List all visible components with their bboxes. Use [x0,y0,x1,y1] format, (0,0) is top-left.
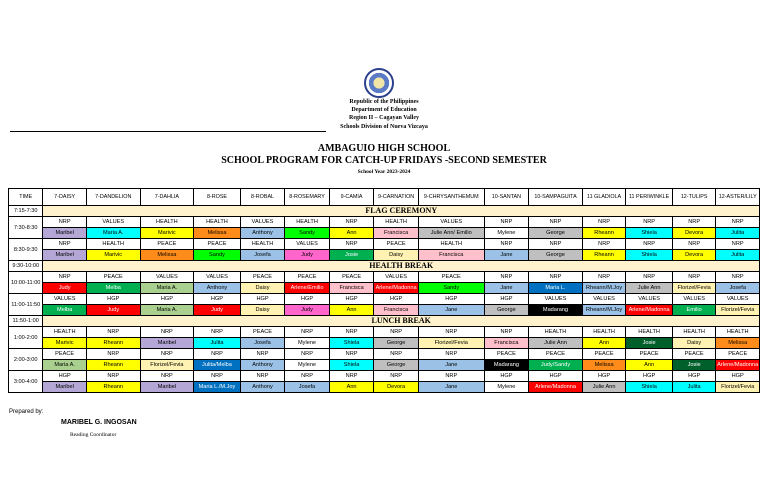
subject-cell: HGP [484,294,529,305]
section-header: 9-CHRYSANTHEMUM [418,189,484,206]
teacher-cell: Melissa [140,250,194,261]
subject-cell: NRP [329,239,374,250]
teacher-cell: Francisca [484,338,529,349]
section-header: 10-SAMPAGUITA [529,189,583,206]
teacher-cell: Ann [582,338,626,349]
teacher-cell: Julie Ann [529,338,583,349]
subject-cell: VALUES [529,294,583,305]
teacher-cell: Julita [672,382,716,393]
teacher-cell: Florizel/Fevia [672,283,716,294]
teacher-cell: Maribel [43,228,87,239]
subject-cell: NRP [418,371,484,382]
teacher-cell: Maria A. [140,305,194,316]
teacher-cell: Francisca [418,250,484,261]
teacher-cell: Melba [43,305,87,316]
subject-cell: HGP [418,294,484,305]
prepared-by-label: Prepared by: [9,409,44,415]
teacher-cell: Rheann/M.Joy [582,305,626,316]
section-header: 9-CAMIA [329,189,374,206]
teacher-cell: Florizel/Fevia [140,360,194,371]
header-line-2: Department of Education [351,107,417,113]
section-header: 7-DAHLIA [140,189,194,206]
break-label: HEALTH BREAK [43,261,760,272]
subject-cell: PEACE [529,349,583,360]
teacher-cell: George [484,305,529,316]
subject-cell: NRP [529,217,583,228]
teacher-cell: Melba [86,283,140,294]
teacher-cell: Ann [329,305,374,316]
header-line-1: Republic of the Philippines [349,99,419,105]
deped-seal [364,68,394,98]
teacher-cell: Anthony [240,382,285,393]
subject-cell: NRP [374,327,419,338]
school-name: AMBAGUIO HIGH SCHOOL [317,143,451,154]
teacher-cell: Emilio [672,305,716,316]
teacher-cell: Shiela [329,360,374,371]
subject-cell: HEALTH [285,217,330,228]
signatory-name: MARIBEL G. INGOSAN [61,419,137,426]
subject-row [9,272,760,283]
subject-cell: HGP [484,371,529,382]
subject-cell: NRP [329,371,374,382]
subject-cell: VALUES [582,294,626,305]
header-row [9,189,760,206]
teacher-cell: Maria A. [43,360,87,371]
teacher-row [9,382,760,393]
subject-cell: PEACE [285,272,330,283]
teacher-cell: Jane [418,382,484,393]
section-header: 8-ROBAL [240,189,285,206]
time-column-header: TIME [9,189,43,206]
subject-cell: NRP [626,217,673,228]
header-rule [10,131,326,132]
teacher-cell: Shiela [626,250,673,261]
subject-cell: NRP [86,349,140,360]
subject-cell: PEACE [240,327,285,338]
subject-cell: HEALTH [140,217,194,228]
subject-cell: PEACE [626,349,673,360]
teacher-cell: Florizel/Fevia [716,382,760,393]
teacher-cell: Francisca [329,283,374,294]
teacher-cell: Arlene/Emilio [285,283,330,294]
teacher-cell: Maria A. [140,283,194,294]
teacher-cell: Maribel [140,338,194,349]
subject-cell: VALUES [86,217,140,228]
subject-cell: HGP [240,294,285,305]
school-year: School Year 2023-2024 [357,169,411,175]
teacher-cell: Julie Ann [626,283,673,294]
time-cell: 7:30-8:30 [9,217,43,239]
teacher-cell: Jane [484,250,529,261]
teacher-cell: Judy [86,305,140,316]
subject-cell: NRP [484,217,529,228]
teacher-cell: Anthony [194,283,241,294]
teacher-cell: Marivic [140,228,194,239]
teacher-cell: Judy [43,283,87,294]
teacher-cell: Maribel [43,250,87,261]
time-cell: 7:15-7:30 [9,206,43,217]
program-title: SCHOOL PROGRAM FOR CATCH-UP FRIDAYS -SECOND SEMESTER [221,155,547,166]
subject-row [9,371,760,382]
teacher-cell: Marivic [86,250,140,261]
subject-cell: NRP [285,349,330,360]
subject-cell: PEACE [484,349,529,360]
teacher-cell: Sandy [285,228,330,239]
teacher-cell: Josie [329,250,374,261]
subject-cell: HGP [529,371,583,382]
teacher-cell: George [529,228,583,239]
subject-cell: VALUES [285,239,330,250]
teacher-cell: Julie Ann/ Emilio [418,228,484,239]
teacher-cell: Madarang [529,305,583,316]
subject-cell: NRP [484,327,529,338]
teacher-cell: Shiela [626,382,673,393]
signatory-role: Reading Coordinator [70,432,117,438]
time-cell: 3:00-4:00 [9,371,43,393]
subject-cell: NRP [43,239,87,250]
subject-cell: PEACE [672,349,716,360]
break-label: FLAG CEREMONY [43,206,760,217]
subject-cell: VALUES [716,294,760,305]
subject-cell: NRP [285,371,330,382]
section-header: 12-ASTER/LILY [716,189,760,206]
teacher-cell: Melissa [582,360,626,371]
subject-cell: NRP [329,349,374,360]
teacher-cell: Jane [418,305,484,316]
teacher-cell: Arlene/Madonna [374,283,419,294]
subject-cell: HEALTH [626,327,673,338]
subject-cell: HGP [194,294,241,305]
time-cell: 11:50-1:00 [9,316,43,327]
teacher-cell: Mylene [285,360,330,371]
subject-cell: VALUES [418,217,484,228]
teacher-cell: Jane [484,283,529,294]
teacher-cell: Devora [672,250,716,261]
subject-cell: NRP [672,217,716,228]
subject-cell: NRP [140,371,194,382]
teacher-cell: Julita [716,228,760,239]
subject-cell: HGP [140,294,194,305]
teacher-cell: Anthony [240,228,285,239]
teacher-cell: Judy [285,250,330,261]
teacher-cell: Mylene [484,228,529,239]
teacher-cell: Rheann [86,382,140,393]
teacher-cell: George [374,338,419,349]
teacher-cell: Maria L./M.Joy [194,382,241,393]
teacher-cell: Rheann [86,360,140,371]
teacher-cell: Josefa [240,250,285,261]
subject-cell: HGP [86,294,140,305]
header-line-4: Schools Division of Nueva Vizcaya [340,124,428,130]
subject-cell: HEALTH [418,239,484,250]
teacher-cell: Ann [329,382,374,393]
subject-cell: HEALTH [194,217,241,228]
subject-cell: NRP [194,349,241,360]
time-cell: 1:00-2:00 [9,327,43,349]
subject-row [9,349,760,360]
time-cell: 2:00-3:00 [9,349,43,371]
subject-row [9,239,760,250]
subject-cell: VALUES [43,294,87,305]
subject-cell: VALUES [672,294,716,305]
subject-cell: NRP [529,272,583,283]
teacher-cell: Mylene [285,338,330,349]
subject-cell: NRP [329,217,374,228]
time-cell: 11:00-11:50 [9,294,43,316]
teacher-cell: Arlene/Madonna [529,382,583,393]
subject-cell: NRP [86,371,140,382]
teacher-cell: Rheann/M.Joy [582,283,626,294]
section-header: 7-DANDELION [86,189,140,206]
subject-cell: NRP [240,371,285,382]
teacher-row [9,250,760,261]
subject-cell: PEACE [86,272,140,283]
subject-cell: NRP [86,327,140,338]
teacher-cell: George [529,250,583,261]
section-header: 7-DAISY [43,189,87,206]
subject-cell: NRP [418,349,484,360]
subject-cell: HEALTH [43,327,87,338]
subject-cell: HEALTH [716,327,760,338]
teacher-cell: Sandy [418,283,484,294]
teacher-cell: Judy [194,305,241,316]
teacher-cell: Florizel/Fevia [418,338,484,349]
subject-row [9,217,760,228]
subject-cell: NRP [716,272,760,283]
subject-cell: NRP [672,272,716,283]
subject-row [9,327,760,338]
section-header: 11 GLADIOLA [582,189,626,206]
teacher-cell: Rheann [86,338,140,349]
teacher-cell: Josefa [240,338,285,349]
section-header: 8-ROSE [194,189,241,206]
teacher-cell: Maribel [140,382,194,393]
teacher-cell: Rheann [582,228,626,239]
subject-cell: HEALTH [529,327,583,338]
subject-cell: NRP [194,327,241,338]
teacher-cell: Devora [672,228,716,239]
teacher-cell: Josefa [716,283,760,294]
subject-cell: NRP [626,239,673,250]
teacher-cell: Maribel [43,382,87,393]
time-cell: 10:00-11:00 [9,272,43,294]
subject-cell: PEACE [374,239,419,250]
subject-cell: NRP [374,349,419,360]
subject-cell: HGP [43,371,87,382]
teacher-cell: Arlene/Madonna [716,360,760,371]
subject-cell: VALUES [240,217,285,228]
subject-cell: PEACE [329,272,374,283]
subject-cell: VALUES [626,294,673,305]
teacher-cell: Julie Ann [582,382,626,393]
subject-cell: HGP [285,294,330,305]
section-header: 9-CARNATION [374,189,419,206]
teacher-cell: Daisy [672,338,716,349]
subject-cell: NRP [329,327,374,338]
teacher-cell: Rheann [582,250,626,261]
section-header: 11 PERIWINKLE [626,189,673,206]
time-cell: 9:30-10:00 [9,261,43,272]
teacher-cell: Florizel/Fevia [716,305,760,316]
subject-cell: NRP [418,327,484,338]
subject-cell: NRP [43,272,87,283]
break-row [9,206,760,217]
teacher-cell: Devora [374,382,419,393]
subject-cell: NRP [484,239,529,250]
teacher-cell: Daisy [240,305,285,316]
subject-row [9,294,760,305]
subject-cell: PEACE [43,349,87,360]
subject-cell: NRP [716,239,760,250]
teacher-cell: Josie [626,338,673,349]
teacher-cell: Melissa [716,338,760,349]
subject-cell: NRP [140,327,194,338]
section-header: 8-ROSEMARY [285,189,330,206]
teacher-cell: Maria L. [529,283,583,294]
teacher-cell: Judy/Sandy [529,360,583,371]
subject-cell: NRP [140,349,194,360]
teacher-cell: Anthony [240,360,285,371]
subject-cell: PEACE [194,239,241,250]
header-line-3: Region II – Cagayan Valley [348,115,419,121]
subject-cell: HGP [716,371,760,382]
subject-cell: VALUES [194,272,241,283]
subject-cell: NRP [43,217,87,228]
teacher-cell: Josefa [285,382,330,393]
subject-cell: HGP [582,371,626,382]
subject-cell: VALUES [140,272,194,283]
subject-cell: HEALTH [240,239,285,250]
subject-cell: HGP [374,294,419,305]
subject-cell: PEACE [582,349,626,360]
break-row [9,261,760,272]
teacher-cell: Francisca [374,305,419,316]
subject-cell: NRP [484,272,529,283]
teacher-cell: Francisca [374,228,419,239]
subject-cell: HEALTH [374,217,419,228]
teacher-cell: Shiela [329,338,374,349]
subject-cell: NRP [285,327,330,338]
teacher-cell: Sandy [194,250,241,261]
teacher-row [9,305,760,316]
teacher-row [9,228,760,239]
teacher-cell: Julita [716,250,760,261]
subject-cell: NRP [374,371,419,382]
section-header: 10-SANTAN [484,189,529,206]
teacher-row [9,283,760,294]
subject-cell: HEALTH [86,239,140,250]
teacher-cell: Ann [329,228,374,239]
teacher-cell: Arlene/Madonna [626,305,673,316]
section-header: 12-TULIPS [672,189,716,206]
teacher-cell: Daisy [374,250,419,261]
subject-cell: NRP [582,272,626,283]
teacher-cell: Shiela [626,228,673,239]
subject-cell: HGP [672,371,716,382]
subject-cell: PEACE [418,272,484,283]
teacher-cell: Daisy [240,283,285,294]
teacher-cell: Marivic [43,338,87,349]
teacher-cell: Jane [418,360,484,371]
subject-cell: NRP [716,217,760,228]
subject-cell: NRP [194,371,241,382]
subject-cell: NRP [672,239,716,250]
teacher-cell: Madarang [484,360,529,371]
teacher-cell: Melissa [194,228,241,239]
subject-cell: NRP [240,349,285,360]
subject-cell: NRP [626,272,673,283]
schedule-body [9,206,760,393]
teacher-cell: Ann [626,360,673,371]
teacher-cell: George [374,360,419,371]
subject-cell: VALUES [374,272,419,283]
subject-cell: HEALTH [672,327,716,338]
teacher-cell: Josie [672,360,716,371]
teacher-row [9,360,760,371]
subject-cell: HEALTH [582,327,626,338]
teacher-row [9,338,760,349]
break-label: LUNCH BREAK [43,316,760,327]
teacher-cell: Julita [194,338,241,349]
subject-cell: NRP [582,217,626,228]
teacher-cell: Judy [285,305,330,316]
subject-cell: NRP [582,239,626,250]
time-cell: 8:30-9:30 [9,239,43,261]
teacher-cell: Mylene [484,382,529,393]
subject-cell: HGP [329,294,374,305]
subject-cell: PEACE [140,239,194,250]
break-row [9,316,760,327]
schedule-table [8,188,760,393]
subject-cell: NRP [529,239,583,250]
teacher-cell: Julita/Melba [194,360,241,371]
subject-cell: PEACE [716,349,760,360]
teacher-cell: Maria A. [86,228,140,239]
subject-cell: HGP [626,371,673,382]
subject-cell: PEACE [240,272,285,283]
